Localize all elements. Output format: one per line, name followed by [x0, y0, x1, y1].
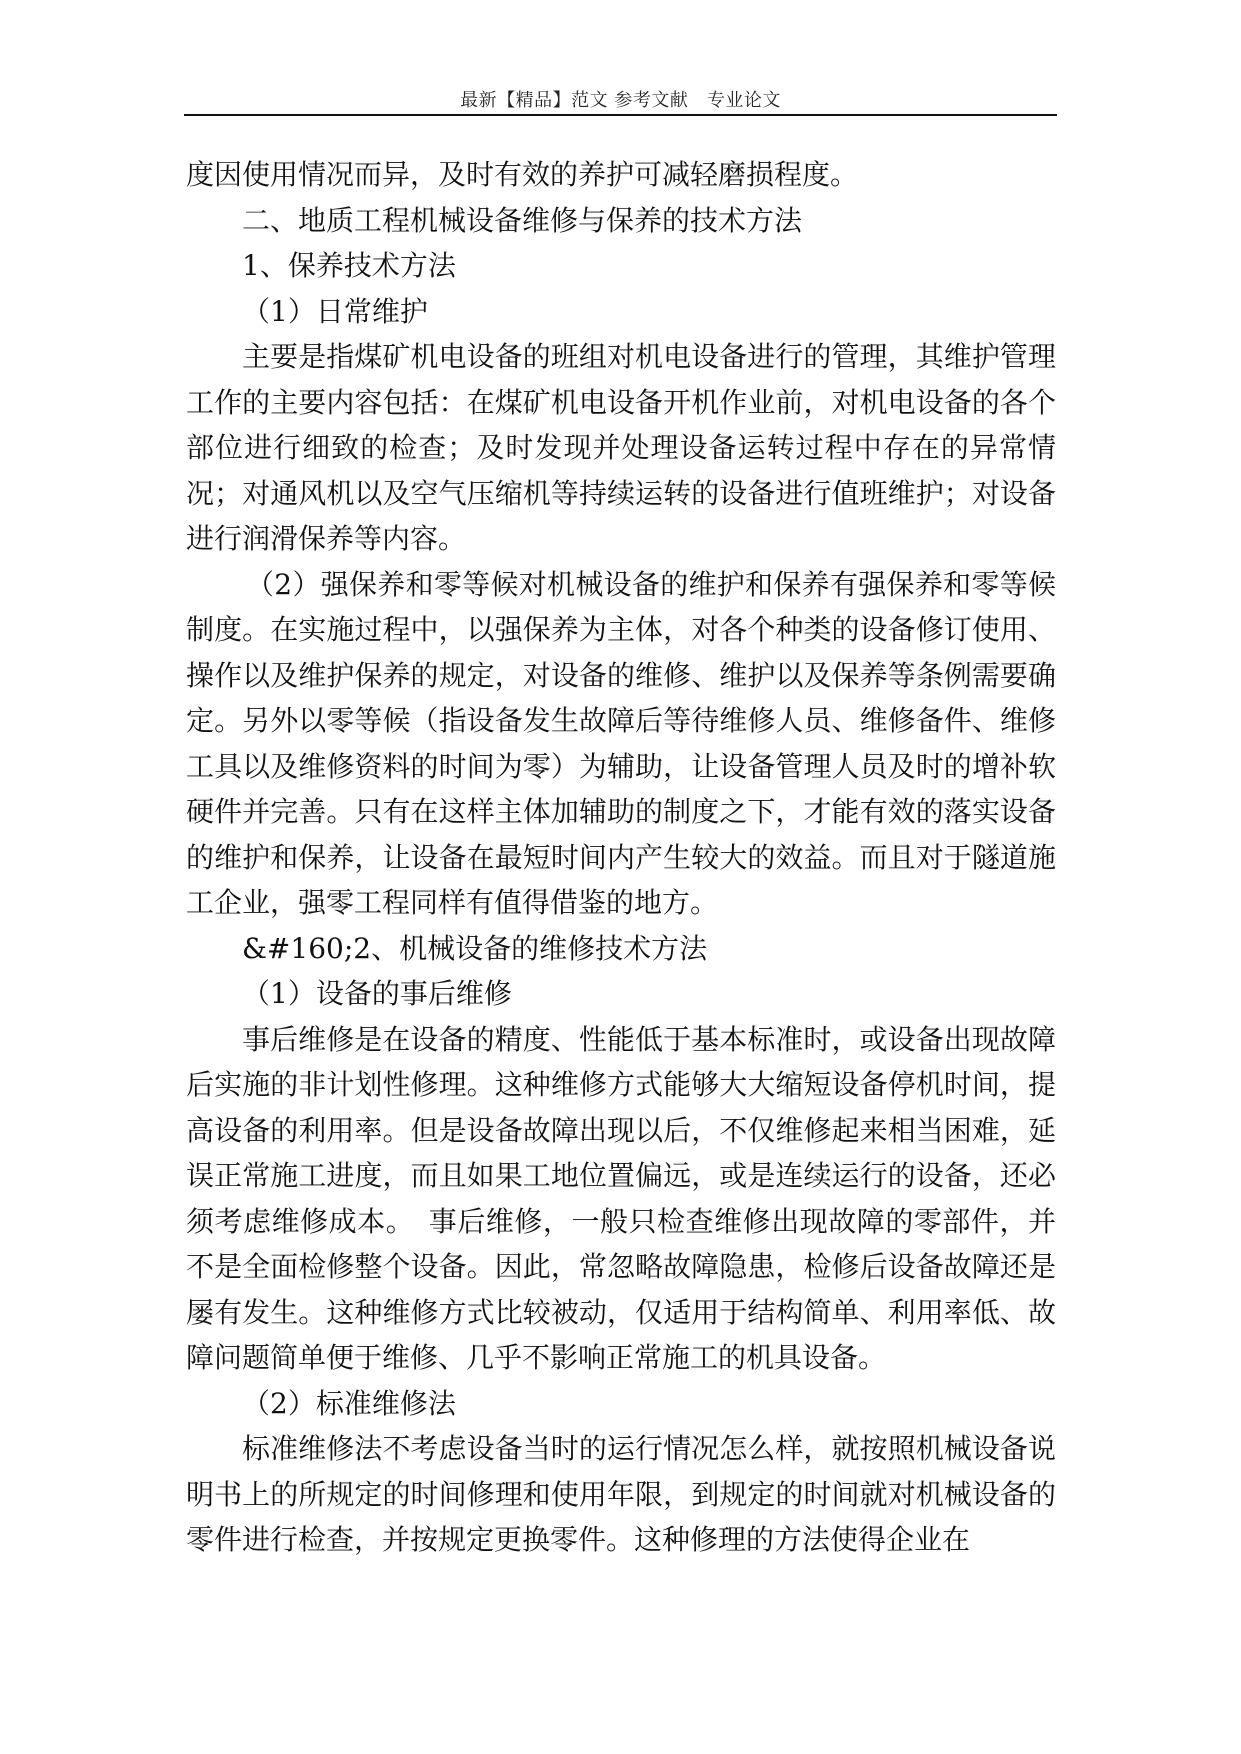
paragraph-continuation: 度因使用情况而异，及时有效的养护可减轻磨损程度。: [186, 158, 859, 191]
paragraph-strong-maintenance: （2）强保养和零等候对机械设备的维护和保养有强保养和零等候制度。在实施过程中，以强保养为主体，对各个种类的设备修订使用、操作以及维护保养的规定，对设备的维修、维护以及保养等条例需要确定。另外以零等候（指设备发生故障后等待维修人员、维修备件、维修工具以及维修资料的时间为零）为辅助，让设备管理人员及时的增补软硬件并完善。只有在这样主体加辅助的制度之下，才能有效的落实设备的维护和保养，让设备在最短时间内产生较大的效益。而且对于隧道施工企业，强零工程同样有值得借鉴的地方。: [186, 567, 1056, 919]
item-heading-post-repair: （1）设备的事后维修: [242, 977, 512, 1010]
header-divider: [184, 114, 1057, 116]
document-body: [186, 152, 1056, 1563]
item-heading-daily: （1）日常维护: [242, 294, 428, 328]
subsection-heading-repair: &#160;2、机械设备的维修技术方法: [242, 931, 708, 965]
subsection-heading-maintenance: 1、保养技术方法: [242, 249, 456, 282]
paragraph-daily-maintenance: 主要是指煤矿机电设备的班组对机电设备进行的管理，其维护管理工作的主要内容包括：在煤矿机电设备开机作业前，对机电设备的各个部位进行细致的检查；及时发现并处理设备运转过程中存在的异常情况；对通风机以及空气压缩机等持续运转的设备进行值班维护；对设备进行润滑保养等内容。: [186, 340, 1056, 555]
paragraph-post-repair: 事后维修是在设备的精度、性能低于基本标准时，或设备出现故障后实施的非计划性修理。这种维修方式能够大大缩短设备停机时间，提高设备的利用率。但是设备故障出现以后，不仅维修起来相当困难，延误正常施工进度，而且如果工地位置偏远，或是连续运行的设备，还必须考虑维修成本。 事后维修，一般只检查维修出现故障的零部件，并不是全面检修整个设备。因此，常忽略故障隐患，检修后设备故障还是屡有发生。这种维修方式比较被动，仅适用于结构简单、利用率低、故障问题简单便于维修、几乎不影响正常施工的机具设备。: [186, 1022, 1056, 1374]
page-header: 最新【精品】范文 参考文献 专业论文: [460, 90, 781, 111]
paragraph-standard-repair: 标准维修法不考虑设备当时的运行情况怎么样，就按照机械设备说明书上的所规定的时间修理和使用年限，到规定的时间就对机械设备的零件进行检查，并按规定更换零件。这种修理的方法使得企业在: [186, 1432, 1056, 1556]
section-heading-2: 二、地质工程机械设备维修与保养的技术方法: [242, 203, 803, 237]
item-heading-standard-repair: （2）标准维修法: [242, 1386, 456, 1420]
